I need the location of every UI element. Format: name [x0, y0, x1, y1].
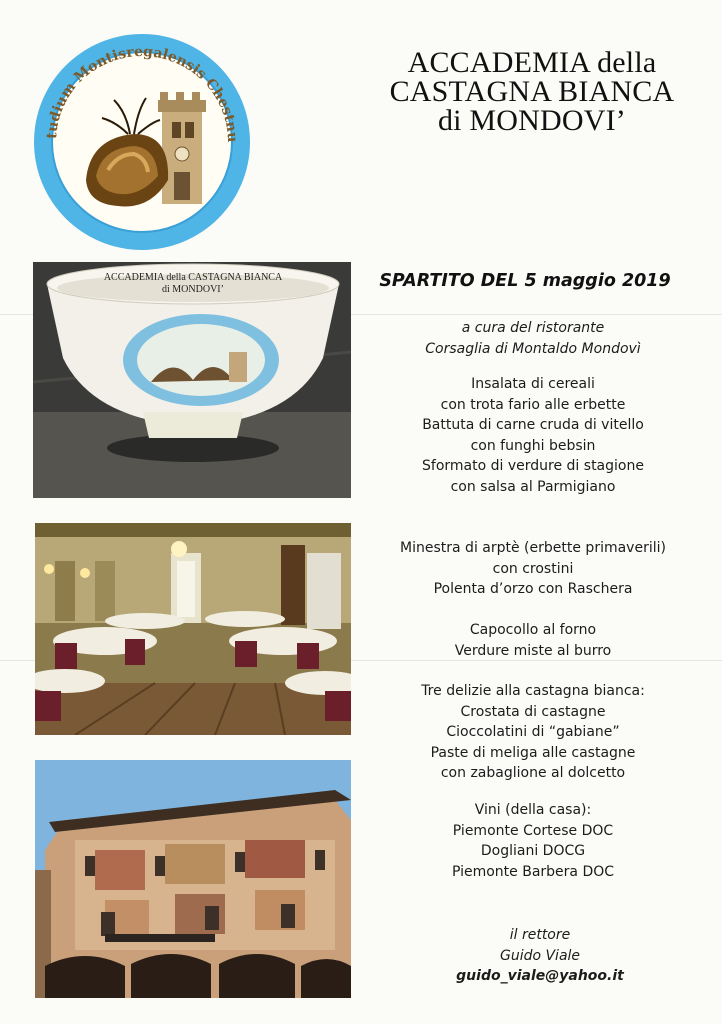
menu-line: Battuta di carne cruda di vitello: [422, 417, 644, 433]
menu-line: con funghi bebsin: [470, 437, 596, 454]
menu-line: Tre delizie alla castagna bianca:: [421, 683, 645, 699]
signature-block: [440, 925, 640, 987]
menu-line: con crostini: [492, 560, 574, 577]
menu-line: Insalata di cereali: [471, 376, 595, 392]
tower-illustration: [158, 92, 206, 204]
menu-line: Piemonte Barbera DOC: [451, 863, 615, 880]
menu-line: con trota fario alle erbette: [440, 396, 626, 413]
menu-line: Dogliani DOCG: [480, 843, 586, 859]
organizer-line: a cura del ristorante: [461, 320, 605, 336]
wines-block: [360, 800, 706, 882]
menu-line: con zabaglione al dolcetto: [440, 765, 626, 781]
bowl-photo: [33, 262, 351, 498]
title-line: ACCADEMIA della: [407, 46, 657, 79]
title-line: CASTAGNA BIANCA: [389, 75, 675, 108]
signature-name: Guido Viale: [499, 947, 581, 964]
menu-line: Sformato di verdure di stagione: [422, 458, 644, 474]
menu-line: Cioccolatini di “gabiane”: [446, 724, 620, 740]
menu-line: Capocollo al forno: [469, 622, 597, 638]
menu-line: Minestra di arptè (erbette primaverili): [400, 540, 666, 556]
menu-line: Polenta d’orzo con Raschera: [433, 581, 633, 597]
signature-email[interactable]: guido_viale@yahoo.it: [456, 968, 624, 984]
organizer-line: Corsaglia di Montaldo Mondovì: [425, 340, 641, 357]
menu-heading: SPARTITO DEL 5 maggio 2019: [379, 271, 671, 291]
starters-block: [360, 374, 706, 497]
page-title: [352, 48, 712, 135]
signature-role: il rettore: [509, 927, 571, 943]
menu-line: Verdure miste al burro: [454, 642, 612, 659]
menu-line: con salsa al Parmigiano: [450, 478, 616, 495]
desserts-block: [360, 681, 706, 784]
firsts-block: [360, 538, 706, 600]
palace-photo: [35, 760, 351, 998]
bowl-inscription: ACCADEMIA della CASTAGNA BIANCA: [103, 272, 283, 283]
academy-logo: [30, 30, 254, 254]
menu-line: Vini (della casa):: [474, 802, 592, 818]
menu-line: Paste di meliga alle castagne: [430, 744, 636, 761]
menu-line: Crostata di castagne: [460, 703, 606, 720]
organizer-block: [360, 318, 706, 359]
dining-room-photo: [35, 523, 351, 735]
menu-line: Piemonte Cortese DOC: [452, 822, 614, 839]
bowl-inscription: di MONDOVI’: [162, 284, 224, 295]
title-line: di MONDOVI’: [437, 104, 626, 137]
logo-ring-text: tudium Montisregalensis Chestnu: [44, 43, 241, 143]
mains-block: [360, 620, 706, 661]
